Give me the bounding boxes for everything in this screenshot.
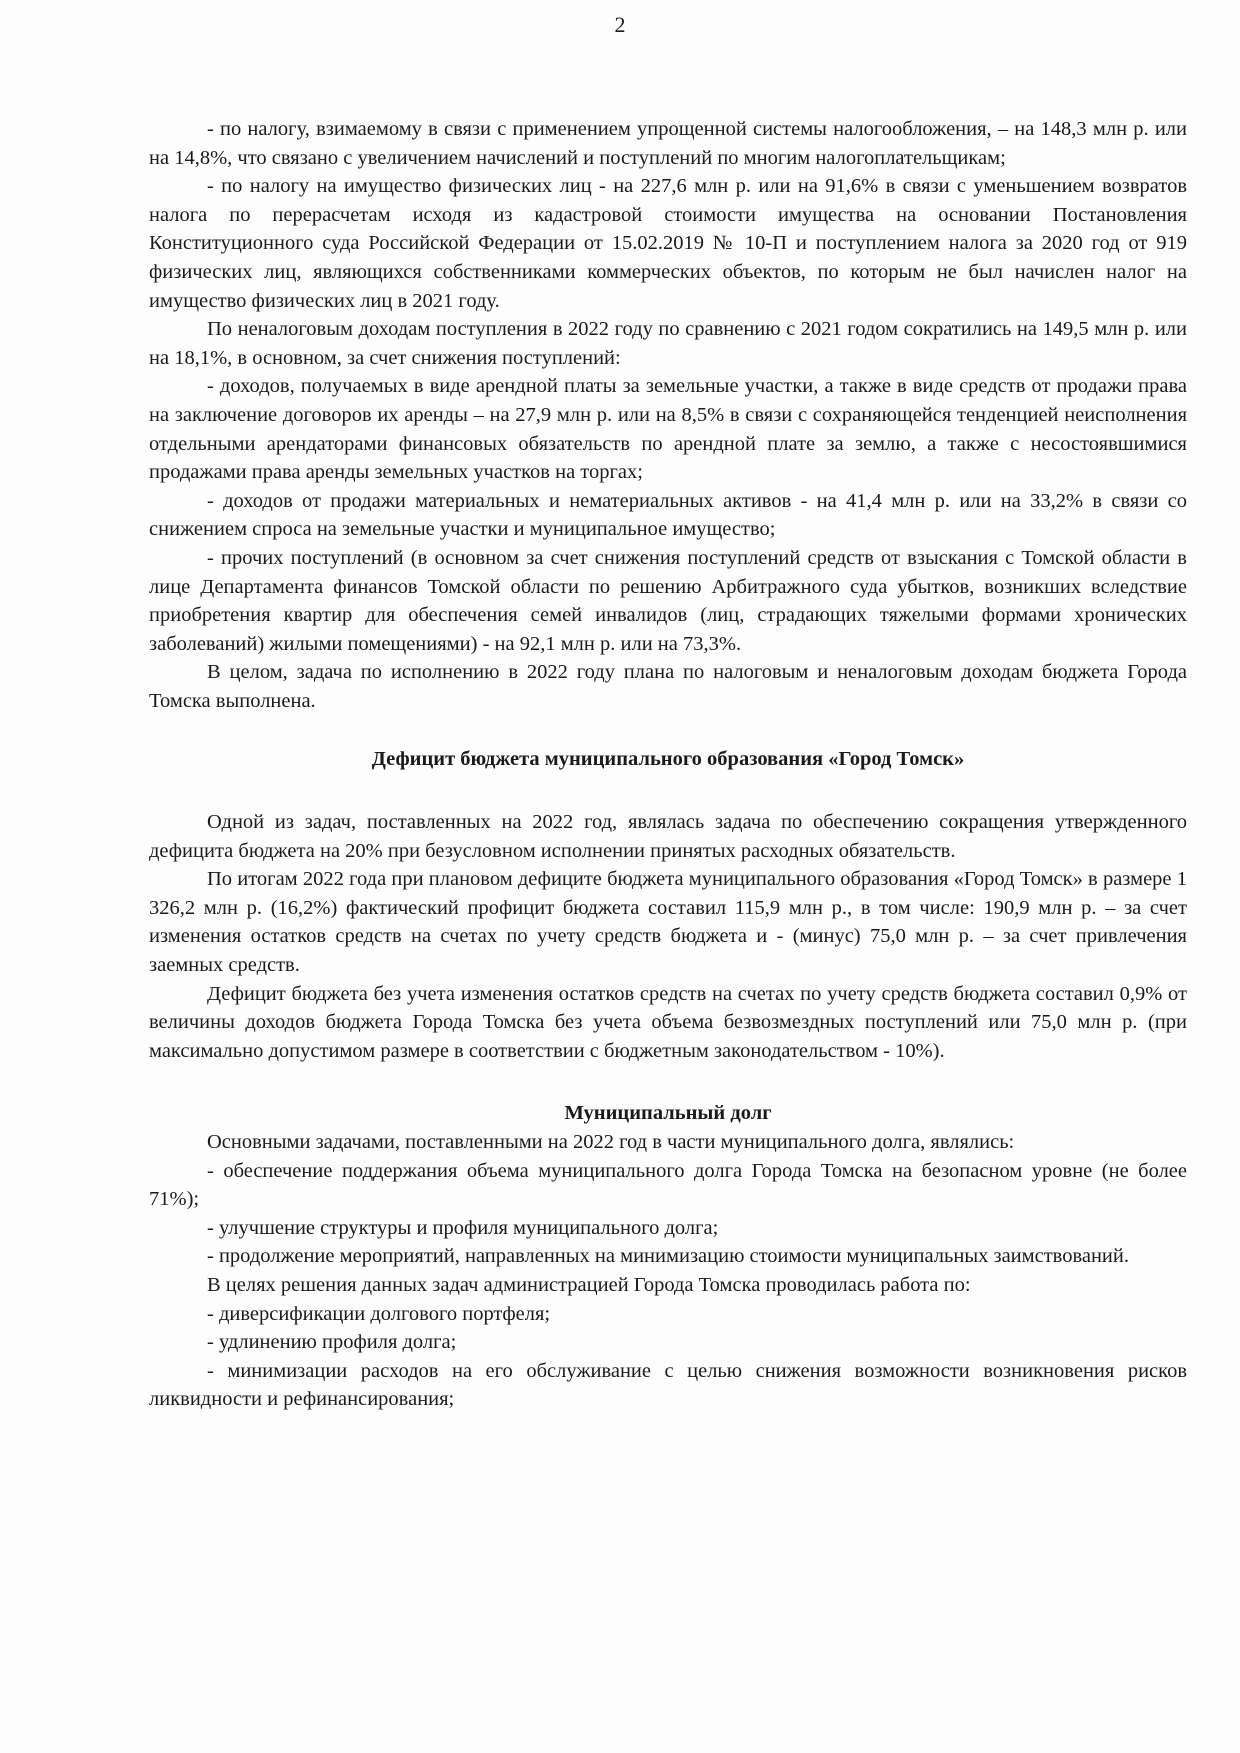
paragraph-other-receipts: - прочих поступлений (в основном за счет снижения поступлений средств от взыскания с Томской области в лице Департамента финансов Томской области по решению Арбитражного суда убытков, возникших вследствие приобретения квартир для обеспечения семей инвалидов (лиц, страдающих тяжелыми формами хронических заболеваний) жилыми помещениями) - на 92,1 млн р. или на 73,3%. [149,546,1187,655]
list-item-diversification: - диверсификации долгового портфеля; [207,1302,551,1325]
heading-budget-deficit: Дефицит бюджета муниципального образования «Город Томск» [371,748,965,771]
section-budget-deficit [149,745,1187,1065]
list-item-borrowing-cost: - продолжение мероприятий, направленных на минимизацию стоимости муниципальных заимствований. [207,1245,1129,1268]
list-item-debt-structure: - улучшение структуры и профиля муниципального долга; [207,1216,719,1239]
paragraph-usn-tax: - по налогу, взимаемому в связи с применением упрощенной системы налогообложения, – на 148,3 млн р. или на 14,8%, что связано с увеличением начислений и поступлений по многим налогоплательщикам; [149,118,1187,169]
paragraph-property-tax: - по налогу на имущество физических лиц - на 227,6 млн р. или на 91,6% в связи с уменьшением возвратов налога по перерасчетам исходя из кадастровой стоимости имущества на основании Постановления Конституционного суда Российской Федерации от 15.02.2019 № 10-П и поступлением налога за 2020 год от 919 физических лиц, являющихся собственниками коммерческих объектов, по которым не был начислен налог на имущество физических лиц в 2021 году. [149,175,1187,312]
list-item-cost-minimization: - минимизации расходов на его обслуживание с целью снижения возможности возникновения рисков ликвидности и рефинансирования; [149,1359,1187,1411]
list-item-debt-volume: - обеспечение поддержания объема муниципального долга Города Томска на безопасном уровне (не более 71%); [149,1159,1187,1211]
paragraph-deficit-ratio: Дефицит бюджета без учета изменения остатков средств на счетах по учету средств бюджета составил 0,9% от величины доходов бюджета Города Томска без учета объема безвозмездных поступлений или 75,0 млн р. (при максимально допустимом размере в соответствии с бюджетным законодательством - 10%). [149,982,1187,1062]
paragraph-deficit-task: Одной из задач, поставленных на 2022 год, являлась задача по обеспечению сокращения утвержденного дефицита бюджета на 20% при безусловном исполнении принятых расходных обязательств. [149,811,1187,862]
paragraph-debt-tasks-intro: Основными задачами, поставленными на 2022 год в части муниципального долга, являлись: [207,1131,1015,1153]
section-income-changes [149,115,1187,715]
list-item-profile-extension: - удлинению профиля долга; [207,1331,457,1354]
paragraph-asset-sales: - доходов от продажи материальных и нематериальных активов - на 41,4 млн р. или на 33,2% в связи со снижением спроса на земельные участки и муниципальное имущество; [149,489,1187,541]
paragraph-debt-work-intro: В целях решения данных задач администрацией Города Томска проводилась работа по: [207,1273,971,1296]
paragraph-land-rent: - доходов, получаемых в виде арендной платы за земельные участки, а также в виде средств от продажи права на заключение договоров их аренды – на 27,9 млн р. или на 8,5% в связи с сохраняющейся тенденцией неисполнения отдельными арендаторами финансовых обязательств по арендной плате за землю, а также с несостоявшимися продажами права аренды земельных участков на торгах; [149,375,1187,484]
heading-municipal-debt: Муниципальный долг [564,1102,772,1125]
section-municipal-debt [149,1099,1187,1414]
paragraph-income-summary: В целом, задача по исполнению в 2022 году плана по налоговым и неналоговым доходам бюджета Города Томска выполнена. [149,661,1187,712]
page-number: 2 [614,12,626,37]
paragraph-nontax-income: По неналоговым доходам поступления в 2022 году по сравнению с 2021 годом сократились на 149,5 млн р. или на 18,1%, в основном, за счет снижения поступлений: [149,318,1187,369]
paragraph-deficit-results: По итогам 2022 года при плановом дефиците бюджета муниципального образования «Город Томск» в размере 1 326,2 млн р. (16,2%) фактический профицит бюджета составил 115,9 млн р., в том числе: 190,9 млн р. – за счет изменения остатков средств на счетах по учету средств бюджета и - (минус) 75,0 млн р. – за счет привлечения заемных средств. [149,868,1187,977]
document-body [149,115,1187,1414]
